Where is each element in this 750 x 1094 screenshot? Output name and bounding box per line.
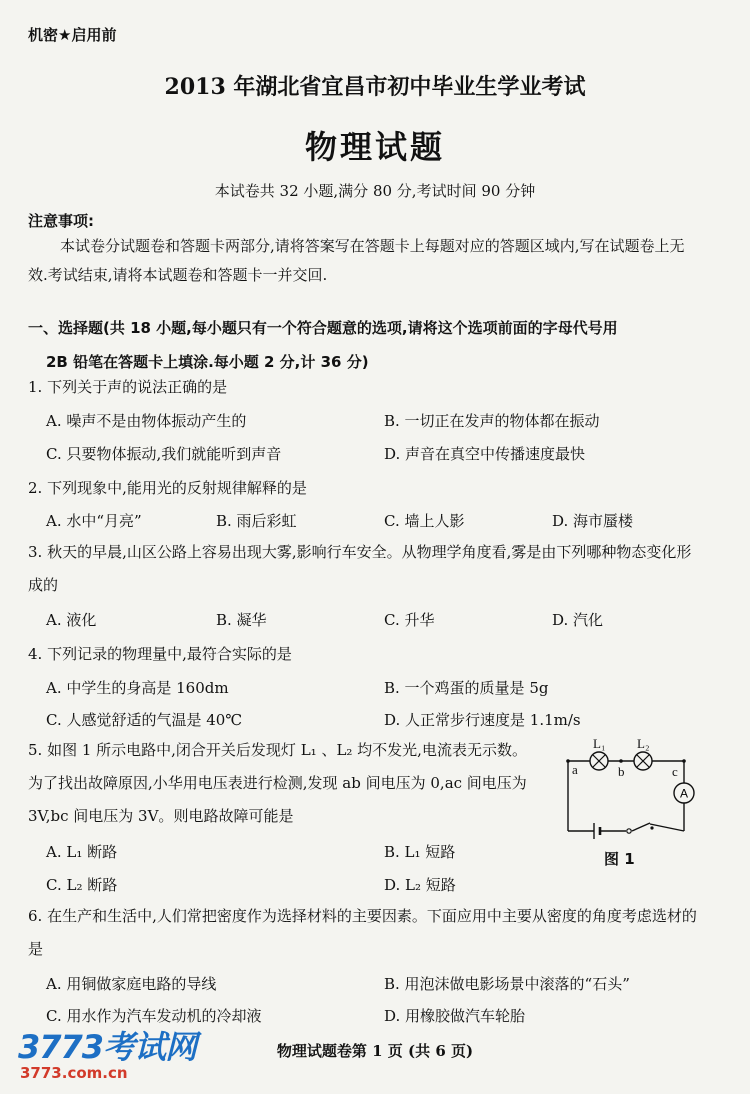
question-5-option-b: B. L₁ 短路 [384, 843, 456, 861]
watermark-logo [18, 1022, 196, 1082]
question-1-option-d: D. 声音在真空中传播速度最快 [384, 445, 586, 463]
question-6-option-c: C. 用水作为汽车发动机的冷却液 [46, 1007, 262, 1025]
battery-icon [594, 823, 600, 839]
question-5-option-d: D. L₂ 短路 [384, 876, 456, 894]
question-2-option-d: D. 海市蜃楼 [552, 512, 634, 530]
label-c: c [672, 764, 678, 779]
section-heading [28, 311, 700, 379]
label-l2: L₂ [637, 736, 650, 751]
question-1-option-c: C. 只要物体振动,我们就能听到声音 [46, 445, 282, 463]
ammeter-label: A [679, 786, 689, 801]
label-l1: L₁ [593, 736, 606, 751]
question-2-option-a: A. 水中“月亮” [46, 512, 142, 530]
question-4-option-b: B. 一个鸡蛋的质量是 5g [384, 679, 549, 697]
question-6-option-a: A. 用铜做家庭电路的导线 [46, 975, 217, 993]
label-a: a [572, 762, 578, 777]
question-3-option-c: C. 升华 [384, 611, 435, 629]
question-1-option-a: A. 噪声不是由物体振动产生的 [46, 412, 247, 430]
question-1-option-b: B. 一切正在发声的物体都在振动 [384, 412, 600, 430]
question-3: 3. 秋天的早晨,山区公路上容易出现大雾,影响行车安全。从物理学角度看,雾是由下列哪种物态变化形成的 [28, 543, 692, 594]
circuit-diagram [560, 736, 700, 840]
question-3-option-a: A. 液化 [46, 611, 97, 629]
ammeter-icon [674, 783, 694, 803]
label-b: b [618, 764, 625, 779]
figure-caption: 图 1 [604, 850, 635, 868]
confidential-label: 机密★启用前 [28, 26, 117, 44]
watermark-brand: 3773考试网 [18, 1028, 197, 1066]
question-3-option-d: D. 汽化 [552, 611, 604, 629]
exam-info: 本试卷共 32 小题,满分 80 分,考试时间 90 分钟 [214, 182, 536, 200]
notice-text: 本试卷分试题卷和答题卡两部分,请将答案写在答题卡上每题对应的答题区域内,写在试题卷上无效.考试结束,请将本试题卷和答题卡一并交回. [28, 237, 685, 284]
question-4-option-c: C. 人感觉舒适的气温是 40℃ [46, 711, 243, 729]
question-1: 1. 下列关于声的说法正确的是 [28, 378, 228, 396]
section-heading-line2: 2B 铅笔在答题卡上填涂.每小题 2 分,计 36 分) [46, 353, 369, 371]
question-5: 5. 如图 1 所示电路中,闭合开关后发现灯 L₁ 、L₂ 均不发光,电流表无示数。为了找出故障原因,小华用电压表进行检测,发现 ab 间电压为 0,ac 间电压为 3V,bc 间电压为 3V。则电路故障可能是 [28, 741, 527, 825]
lamp-l2-icon [634, 752, 652, 770]
question-2: 2. 下列现象中,能用光的反射规律解释的是 [28, 479, 307, 497]
watermark-domain: 3773.com.cn [20, 1064, 128, 1082]
question-5-option-c: C. L₂ 断路 [46, 876, 118, 894]
lamp-l1-icon [590, 752, 608, 770]
page-footer: 物理试题卷第 1 页 (共 6 页) [276, 1042, 474, 1060]
question-4-option-a: A. 中学生的身高是 160dm [46, 679, 229, 697]
page-title: 物理试题 [304, 128, 445, 166]
question-4-option-d: D. 人正常步行速度是 1.1m/s [384, 711, 581, 729]
question-4: 4. 下列记录的物理量中,最符合实际的是 [28, 645, 292, 663]
question-3-option-b: B. 凝华 [216, 611, 267, 629]
question-2-option-c: C. 墙上人影 [384, 512, 465, 530]
question-6-option-b: B. 用泡沫做电影场景中滚落的“石头” [384, 975, 630, 993]
question-6: 6. 在生产和生活中,人们常把密度作为选择材料的主要因素。下面应用中主要从密度的角度考虑选材的是 [28, 907, 697, 958]
question-6-option-d: D. 用橡胶做汽车轮胎 [384, 1007, 526, 1025]
question-2-option-b: B. 雨后彩虹 [216, 512, 297, 530]
section-heading-line1: 一、选择题(共 18 小题,每小题只有一个符合题意的选项,请将这个选项前面的字母代号用 [28, 319, 618, 337]
exam-title: 2013 年湖北省宜昌市初中毕业生学业考试 [164, 74, 586, 100]
notice-heading: 注意事项: [28, 212, 94, 230]
question-5-option-a: A. L₁ 断路 [46, 843, 118, 861]
